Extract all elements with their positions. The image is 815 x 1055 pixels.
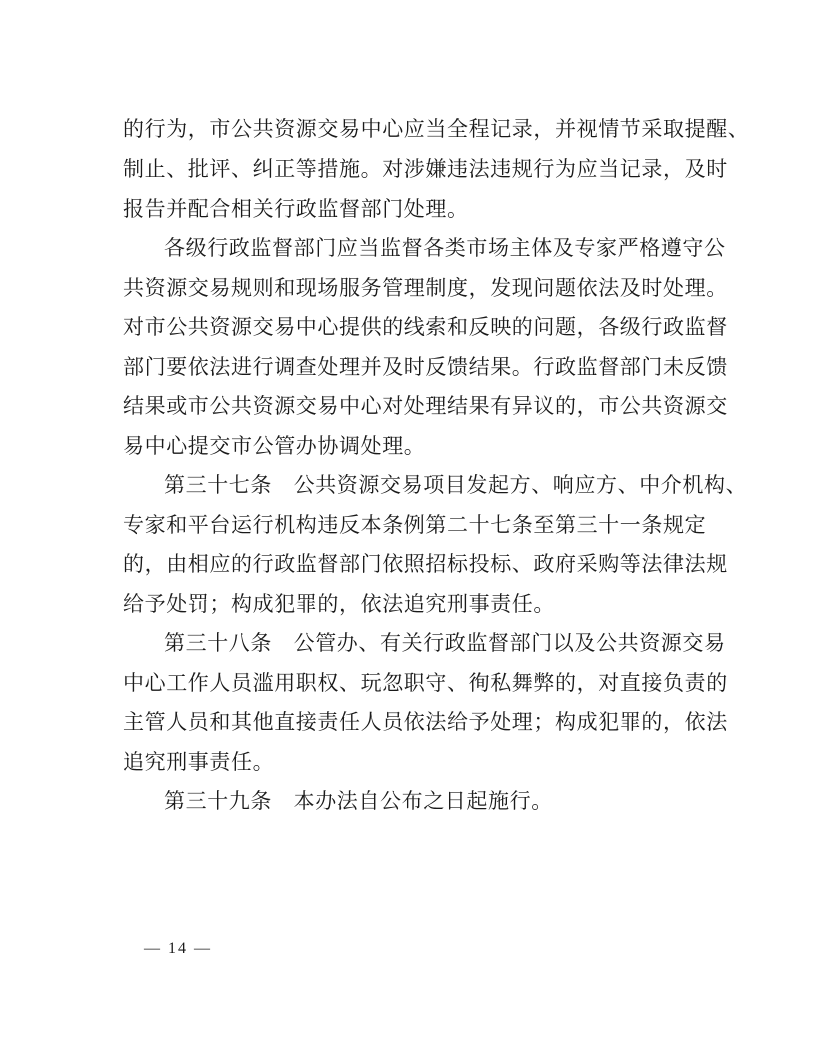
text-line: 的，由相应的行政监督部门依照招标投标、政府采购等法律法规 <box>123 552 728 576</box>
article-39-line: 第三十九条 本办法自公布之日起施行。 <box>164 789 553 813</box>
text-line: 对市公共资源交易中心提供的线索和反映的问题，各级行政监督 <box>123 315 728 339</box>
text-line: 主管人员和其他直接责任人员依法给予处理；构成犯罪的，依法 <box>123 710 728 734</box>
text-line: 报告并配合相关行政监督部门处理。 <box>123 197 469 221</box>
text-line: 结果或市公共资源交易中心对处理结果有异议的，市公共资源交 <box>123 394 728 418</box>
text-line: 中心工作人员滥用职权、玩忽职守、徇私舞弊的，对直接负责的 <box>123 671 728 695</box>
text-line: 给予处罚；构成犯罪的，依法追究刑事责任。 <box>123 592 555 616</box>
paragraph-start-line: 各级行政监督部门应当监督各类市场主体及专家严格遵守公 <box>164 236 726 260</box>
text-line: 的行为，市公共资源交易中心应当全程记录，并视情节采取提醒、 <box>123 117 750 141</box>
text-line: 追究刑事责任。 <box>123 750 275 774</box>
text-line: 制止、批评、纠正等措施。对涉嫌违法违规行为应当记录，及时 <box>123 157 728 181</box>
article-38-start-line: 第三十八条 公管办、有关行政监督部门以及公共资源交易 <box>164 631 726 655</box>
page-number: — 14 — <box>144 940 212 957</box>
article-37-start-line: 第三十七条 公共资源交易项目发起方、响应方、中介机构、 <box>164 473 748 497</box>
text-line: 易中心提交市公管办协调处理。 <box>123 434 426 458</box>
text-line: 部门要依法进行调查处理并及时反馈结果。行政监督部门未反馈 <box>123 355 728 379</box>
text-line: 专家和平台运行机构违反本条例第二十七条至第三十一条规定 <box>123 513 707 537</box>
text-line: 共资源交易规则和现场服务管理制度，发现问题依法及时处理。 <box>123 276 728 300</box>
